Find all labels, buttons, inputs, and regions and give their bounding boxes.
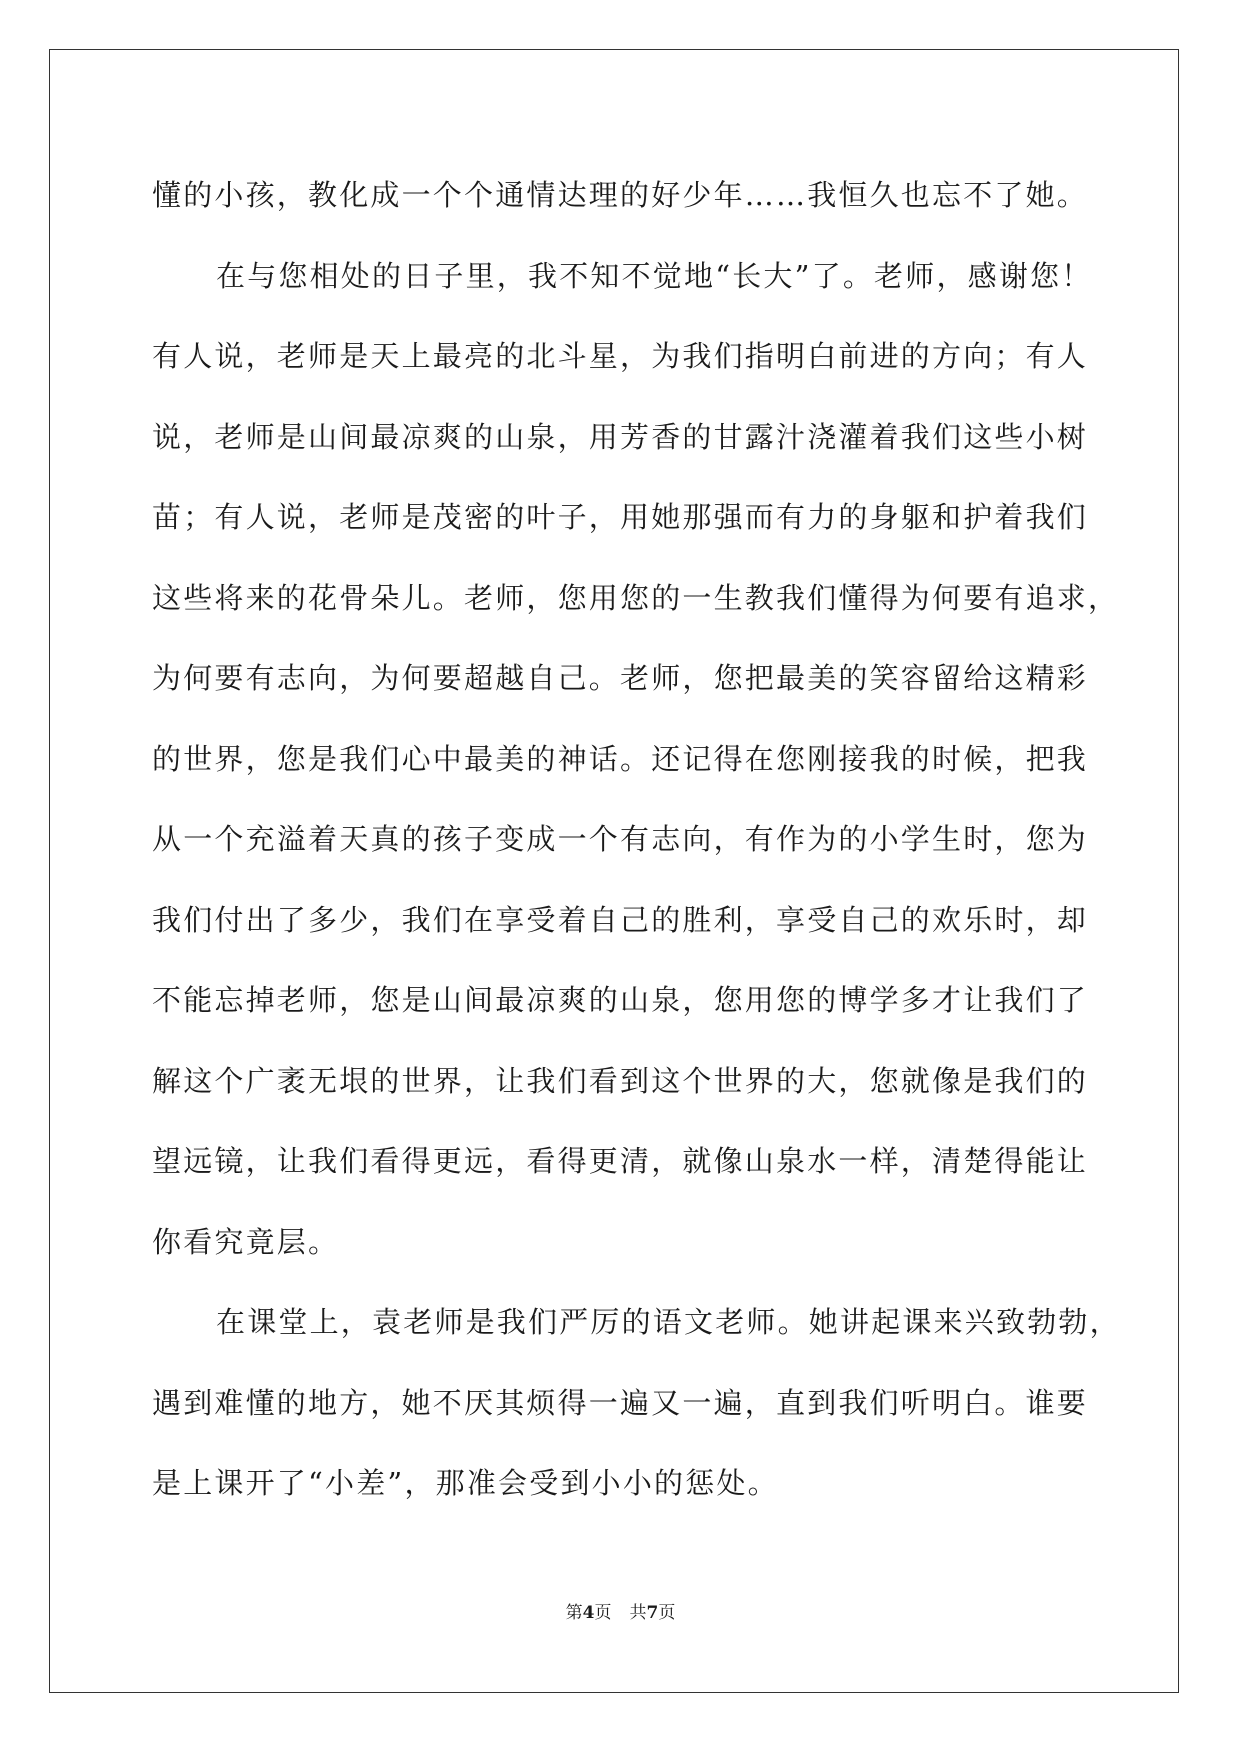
text-line: 是上课开了“小差”，那准会受到小小的惩处。 — [152, 1466, 779, 1500]
text-line: 说，老师是山间最凉爽的山泉，用芳香的甘露汁浇灌着我们这些小树 — [152, 419, 1089, 454]
paragraph-start-line: 在与您相处的日子里，我不知不觉地“长大”了。老师，感谢您！ — [216, 258, 1093, 293]
text-line: 从一个充溢着天真的孩子变成一个有志向，有作为的小学生时，您为 — [152, 822, 1089, 856]
text-line: 我们付出了多少，我们在享受着自己的胜利，享受自己的欢乐时，却 — [152, 902, 1089, 937]
text-line: 懂的小孩，教化成一个个通情达理的好少年……我恒久也忘不了她。 — [152, 178, 1089, 212]
page-suffix: 页 — [594, 1603, 612, 1623]
text-line: 解这个广袤无垠的世界，让我们看到这个世界的大，您就像是我们的 — [152, 1063, 1089, 1098]
total-page-number: 7 — [646, 1603, 659, 1623]
text-line: 这些将来的花骨朵儿。老师，您用您的一生教我们懂得为何要有追求， — [152, 580, 1120, 615]
text-line: 不能忘掉老师，您是山间最凉爽的山泉，您用您的博学多才让我们了 — [152, 983, 1089, 1017]
paragraph-start-line: 在课堂上，袁老师是我们严厉的语文老师。她讲起课来兴致勃勃， — [216, 1305, 1121, 1339]
page-prefix: 第 — [565, 1603, 583, 1623]
text-line: 为何要有志向，为何要超越自己。老师，您把最美的笑容留给这精彩 — [152, 661, 1089, 695]
text-line: 有人说，老师是天上最亮的北斗星，为我们指明白前进的方向；有人 — [152, 339, 1089, 373]
page-footer — [0, 1598, 1241, 1623]
body-text — [152, 158, 1121, 1527]
current-page-number: 4 — [582, 1603, 595, 1623]
text-line: 遇到难懂的地方，她不厌其烦得一遍又一遍，直到我们听明白。谁要 — [152, 1385, 1089, 1420]
text-line: 你看究竟层。 — [152, 1224, 340, 1259]
text-line: 望远镜，让我们看得更远，看得更清，就像山泉水一样，清楚得能让 — [152, 1144, 1089, 1178]
text-line: 苗；有人说，老师是茂密的叶子，用她那强而有力的身躯和护着我们 — [152, 500, 1089, 534]
text-line: 的世界，您是我们心中最美的神话。还记得在您刚接我的时候，把我 — [152, 741, 1089, 776]
total-suffix: 页 — [658, 1603, 676, 1623]
total-prefix: 共 — [629, 1603, 647, 1623]
